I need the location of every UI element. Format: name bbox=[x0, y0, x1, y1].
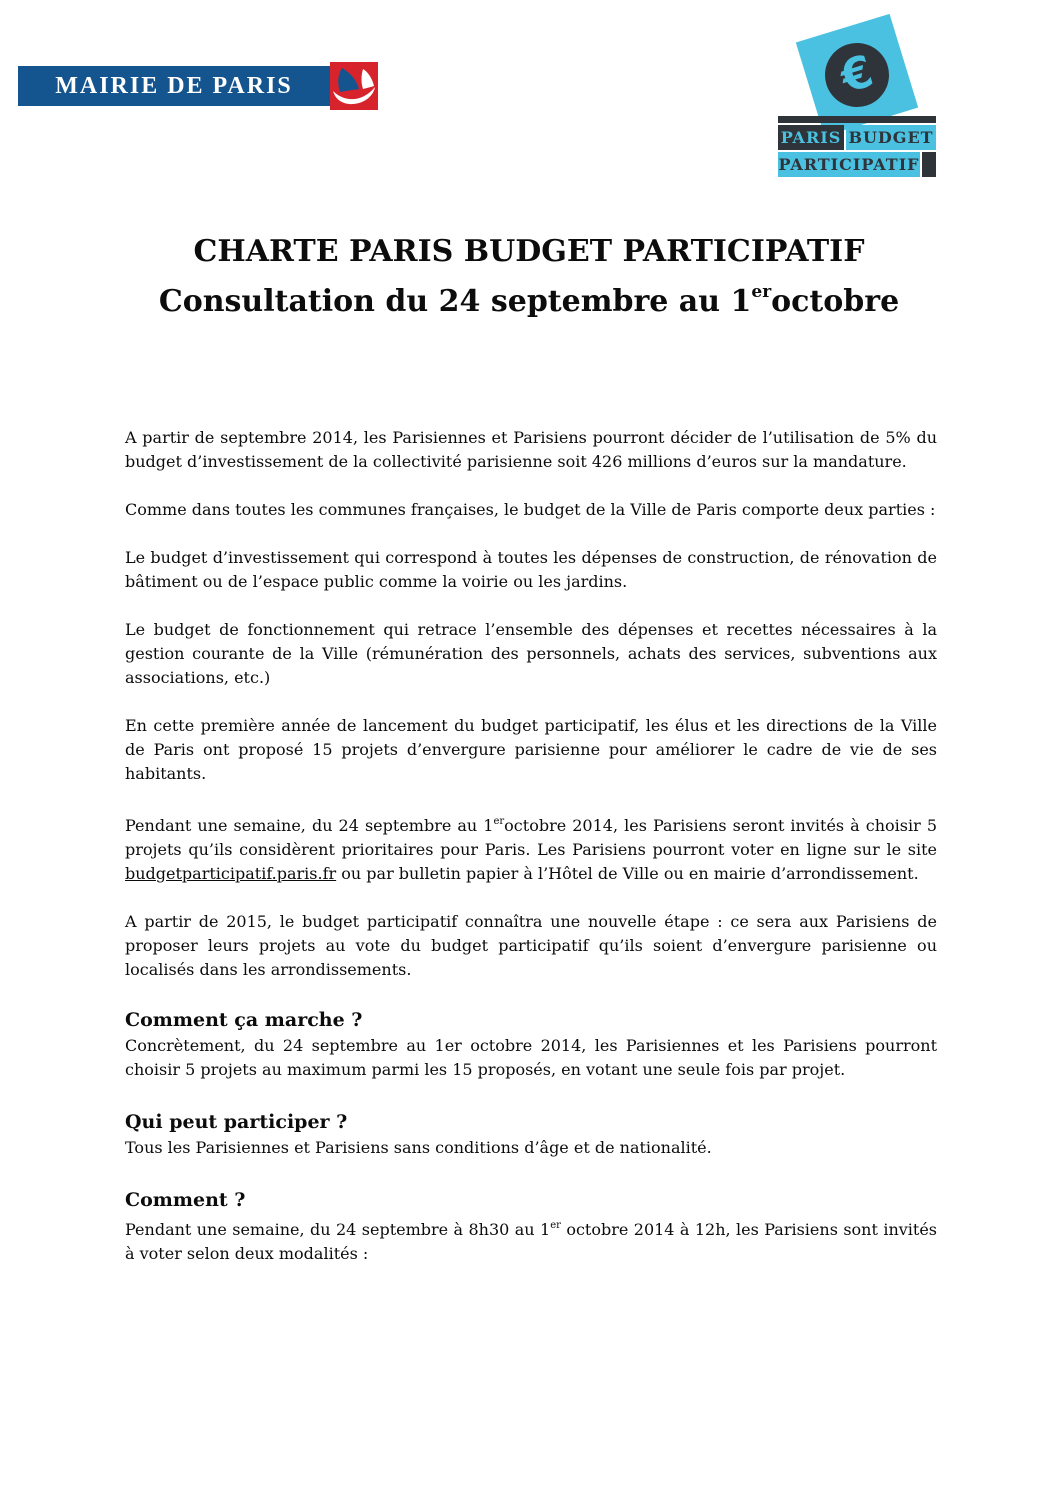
paragraph-premiere-annee: En cette première année de lancement du budget participatif, les élus et les directions de la Ville de Paris ont proposé 15 projets d’envergure parisienne pour améliorer le cadre de vie de ses habitants. bbox=[125, 716, 937, 783]
heading-qui-peut-participer: Qui peut participer ? bbox=[125, 1111, 348, 1133]
title-line-1: CHARTE PARIS BUDGET PARTICIPATIF bbox=[193, 234, 865, 269]
title-line-2: Consultation du 24 septembre au 1eroctobre bbox=[158, 282, 900, 319]
euro-symbol: € bbox=[834, 45, 879, 104]
paragraph-deux-parties: Comme dans toutes les communes françaises, le budget de la Ville de Paris comporte deux parties : bbox=[125, 500, 936, 519]
bp-logo-budget-label: BUDGET bbox=[846, 125, 936, 150]
bp-logo-participatif-label: PARTICIPATIF bbox=[778, 152, 920, 177]
mairie-de-paris-logo bbox=[18, 62, 378, 110]
title-superscript: er bbox=[751, 282, 772, 302]
paragraph-budget-fonctionnement: Le budget de fonctionnement qui retrace l’ensemble des dépenses et recettes nécessaires à la gestion courante de la Ville (rémunération des personnels, achats des services, subventions aux associations, etc.) bbox=[125, 620, 937, 687]
paragraph-budget-investissement: Le budget d’investissement qui correspond à toutes les dépenses de construction, de rénovation de bâtiment ou de l’espace public comme la voirie ou les jardins. bbox=[125, 548, 937, 591]
budgetparticipatif-paris-fr-link[interactable]: budgetparticipatif.paris.fr bbox=[125, 864, 337, 883]
paragraph-comment-ca-marche: Concrètement, du 24 septembre au 1er octobre 2014, les Parisiennes et les Parisiens pourront choisir 5 projets au maximum parmi les 15 proposés, en votant une seule fois par projet. bbox=[125, 1036, 937, 1079]
superscript-er: er bbox=[493, 816, 505, 827]
coin-slot-bar bbox=[778, 116, 936, 123]
heading-comment-ca-marche: Comment ça marche ? bbox=[125, 1009, 363, 1031]
paragraph-intro-5-percent: A partir de septembre 2014, les Parisiennes et Parisiens pourront décider de l’utilisation de 5% du budget d’investissement de la collectivité parisienne soit 426 millions d’euros sur la mandature. bbox=[125, 428, 937, 471]
bp-logo-end-block bbox=[922, 152, 936, 177]
document-body bbox=[125, 426, 937, 1290]
heading-comment: Comment ? bbox=[125, 1189, 246, 1211]
budget-participatif-logo bbox=[778, 10, 936, 178]
bp-logo-row-2 bbox=[778, 152, 936, 177]
bp-logo-paris-label: PARIS bbox=[778, 125, 844, 150]
paris-boat-icon bbox=[330, 62, 378, 110]
paragraph-vote-en-ligne: Pendant une semaine, du 24 septembre au 1eroctobre 2014, les Parisiens seront invités à choisir 5 projets qu’ils considèrent prioritaires pour Paris. Les Parisiens pourront voter en ligne sur le site budgetparticipatif.paris.fr ou par bulletin papier à l’Hôtel de Ville ou en mairie d’arrondissement. bbox=[125, 816, 938, 883]
paragraph-comment-modalites: Pendant une semaine, du 24 septembre à 8h30 au 1er octobre 2014 à 12h, les Parisiens sont invités à voter selon deux modalités : bbox=[125, 1220, 938, 1263]
paragraph-qui-peut-participer: Tous les Parisiennes et Parisiens sans conditions d’âge et de nationalité. bbox=[125, 1138, 712, 1157]
euro-coin-circle bbox=[817, 35, 897, 115]
paragraph-2015-etape: A partir de 2015, le budget participatif connaîtra une nouvelle étape : ce sera aux Parisiens de proposer leurs projets au vote du budget participatif qu’ils soient d’envergure parisienne ou localisés dans les arrondissements. bbox=[125, 912, 937, 979]
superscript-er: er bbox=[550, 1220, 561, 1231]
bp-logo-row-1 bbox=[778, 125, 936, 150]
mairie-logo-text: MAIRIE DE PARIS bbox=[55, 72, 293, 99]
mairie-logo-bar bbox=[18, 66, 330, 106]
document-title bbox=[0, 232, 1058, 322]
